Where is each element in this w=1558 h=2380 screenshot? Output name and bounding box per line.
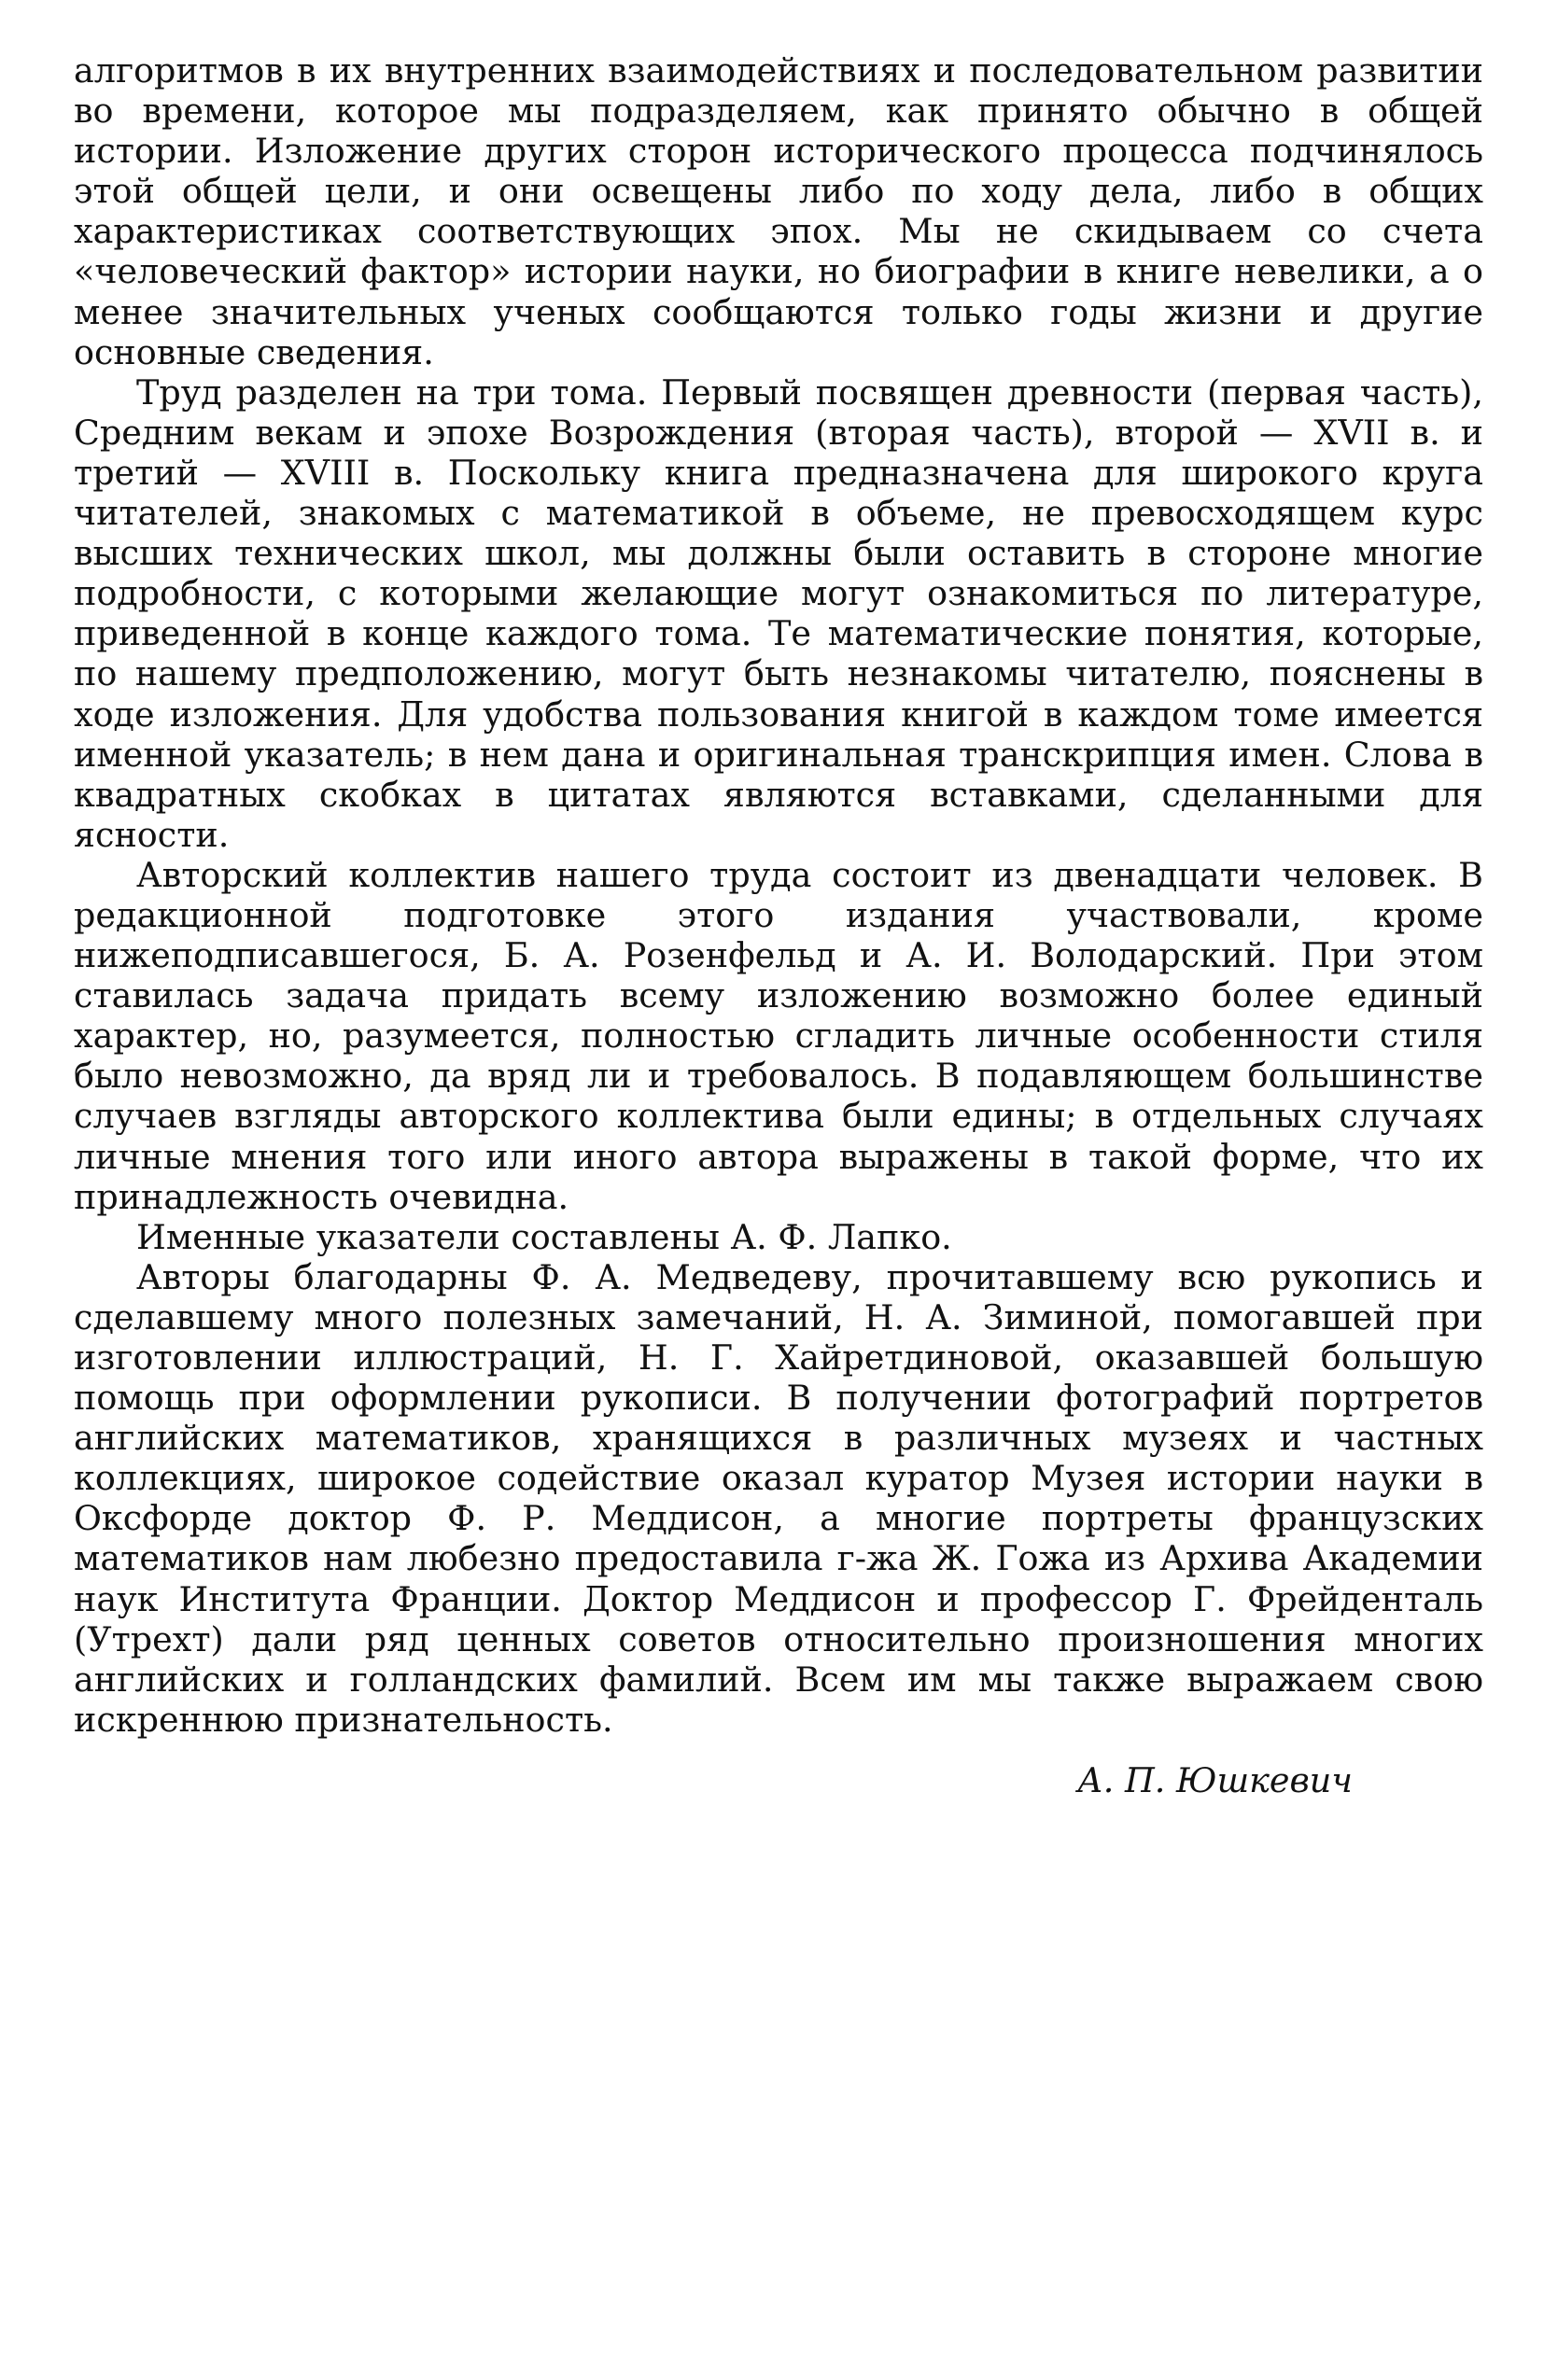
paragraph-acknowledgements: Авторы благодарны Ф. А. Медведеву, прочитавшему всю рукопись и сделавшему много полезных замечаний, Н. А. Зиминой, помогавшей при изготовлении иллюстраций, Н. Г. Хайретдиновой, оказавшей большую помощь при оформлении рукописи. В получении фотографий портретов английских математиков, хранящихся в различных музеях и частных коллекциях, широкое содействие оказал куратор Музея истории науки в Оксфорде доктор Ф. Р. Меддисон, а многие портреты французских математиков нам любезно предоставила г-жа Ж. Гожа из Архива Академии наук Института Франции. Доктор Меддисон и профессор Г. Фрейденталь (Утрехт) дали ряд ценных советов относительно произношения многих английских и голландских фамилий. Всем им мы также выражаем свою искреннюю признательность. xyxy=(74,1256,1483,1740)
paragraph-authors: Авторский коллектив нашего труда состоит из двенадцати человек. В редакционной подготовке этого издания участвовали, кроме нижеподписавшегося, Б. А. Розенфельд и А. И. Володарский. При этом ставилась задача придать всему изложению возможно более единый характер, но, разумеется, полностью сгладить личные особенности стиля было невозможно, да вряд ли и требовалось. В подавляющем большинстве случаев взгляды авторского коллектива были едины; в отдельных случаях личные мнения того или иного автора выражены в такой форме, что их принадлежность очевидна. xyxy=(74,854,1483,1217)
paragraph-index: Именные указатели составлены А. Ф. Лапко. xyxy=(136,1216,952,1257)
document-page xyxy=(74,50,1483,1800)
author-signature: А. П. Юшкевич xyxy=(1077,1759,1353,1800)
paragraph-continuation: алгоритмов в их внутренних взаимодействиях и последовательном развитии во времени, которое мы подразделяем, как принято обычно в общей истории. Изложение других сторон исторического процесса подчинялось этой общей цели, и они освещены либо по ходу дела, либо в общих характеристиках соответствующих эпох. Мы не скидываем со счета «человеческий фактор» истории науки, но биографии в книге невелики, а о менее значительных ученых сообщаются только годы жизни и другие основные сведения. xyxy=(74,50,1483,372)
paragraph-volumes: Труд разделен на три тома. Первый посвящен древности (первая часть), Средним векам и эпохе Возрождения (вторая часть), второй — XVII в. и третий — XVIII в. Поскольку книга предназначена для широкого круга читателей, знакомых с математикой в объеме, не превосходящем курс высших технических школ, мы должны были оставить в стороне многие подробности, с которыми желающие могут ознакомиться по литературе, приведенной в конце каждого тома. Те математические понятия, которые, по нашему предположению, могут быть незнакомы читателю, пояснены в ходе изложения. Для удобства пользования книгой в каждом томе имеется именной указатель; в нем дана и оригинальная транскрипция имен. Слова в квадратных скобках в цитатах являются вставками, сделанными для ясности. xyxy=(74,371,1483,855)
